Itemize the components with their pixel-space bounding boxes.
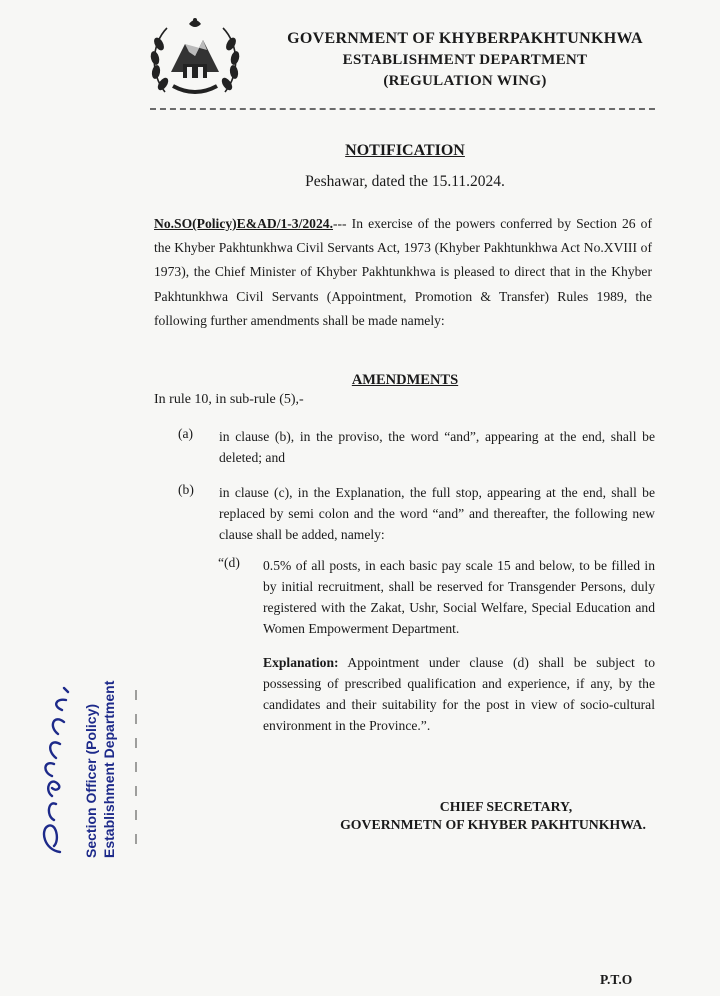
header-divider <box>150 108 655 110</box>
signatory-office: GOVERNMETN OF KHYBER PAKHTUNKHWA. <box>340 817 646 832</box>
place-and-date: Peshawar, dated the 15.11.2024. <box>305 173 505 190</box>
handwritten-signature <box>44 688 68 852</box>
intro-paragraph <box>154 212 652 333</box>
stamp-line-1: Section Officer (Policy) <box>83 703 99 858</box>
header-wing: (REGULATION WING) <box>383 73 547 89</box>
stamp-line-2: Establishment Department <box>101 680 117 858</box>
rule-reference: In rule 10, in sub-rule (5),- <box>154 392 304 407</box>
page-turn-over: P.T.O <box>600 972 633 987</box>
amendments-heading: AMENDMENTS <box>351 372 459 388</box>
explanation-paragraph <box>263 652 655 736</box>
clause-b-text: in clause (c), in the Explanation, the full stop, appearing at the end, shall be replaced by semi colon and the word “and” and thereafter, the following new clause shall be added, namely: <box>219 485 655 542</box>
clause-a-label: (a) <box>178 426 194 441</box>
clause-b-label: (b) <box>178 482 194 497</box>
officer-stamp <box>26 680 136 860</box>
notification-reference: No.SO(Policy)E&AD/1-3/2024. <box>154 216 333 231</box>
margin-line <box>135 690 137 850</box>
government-emblem-icon <box>145 14 245 110</box>
clause-d-text: 0.5% of all posts, in each basic pay scale 15 and below, to be filled in by initial recruitment, shall be reserved for Transgender Persons, duly registered with the Zakat, Ushr, Social Welfare, Special Education and Women Empowerment Department. <box>263 558 655 636</box>
explanation-text: Appointment under clause (d) shall be subject to possessing of prescribed qualification and experience, if any, by the candidates and their suitability for the post in view of socio-cultural environment in the Province.”. <box>263 655 655 733</box>
intro-text: --- In exercise of the powers conferred by Section 26 of the Khyber Pakhtunkhwa Civil Servants Act, 1973 (Khyber Pakhtunkhwa Act No.XVIII of 1973), the Chief Minister of Khyber Pakhtunkhwa is pleased to direct that in the Khyber Pakhtunkhwa Civil Servants (Appointment, Promotion & Transfer) Rules 1989, the following further amendments shall be made namely: <box>154 216 652 328</box>
header-government: GOVERNMENT OF KHYBERPAKHTUNKHWA <box>287 30 643 47</box>
clause-a-text: in clause (b), in the proviso, the word “and”, appearing at the end, shall be deleted; and <box>219 429 655 465</box>
signatory-title: CHIEF SECRETARY, <box>439 799 573 814</box>
explanation-label: Explanation: <box>263 655 339 670</box>
clause-d-label: “(d) <box>218 555 240 570</box>
header-department: ESTABLISHMENT DEPARTMENT <box>342 52 588 68</box>
document-title: NOTIFICATION <box>345 142 465 159</box>
